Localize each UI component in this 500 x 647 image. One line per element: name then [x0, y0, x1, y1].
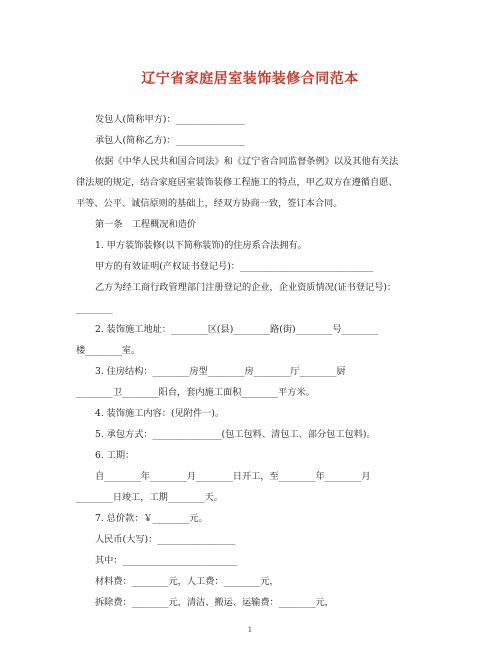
clause-3-structure-cont: ________卫________阳台，套内施工面积________平方米。 — [76, 387, 315, 398]
clause-1-proof: 甲方的有效证明(产权证书登记号)：_____________________________ — [95, 261, 374, 272]
clause-7-total: 7. 总价款：￥________元。 — [95, 513, 208, 524]
clause-1: 1. 甲方装饰装修(以下简称装饰)的住房系合法拥有。 — [95, 240, 307, 251]
clause-6-period: 6. 工期： — [95, 450, 135, 461]
clause-7-material-labor: 材料费：________元，人工费：________元， — [95, 576, 279, 587]
clause-3-structure: 3. 住房结构：________房型________房________厅________厨 — [95, 366, 346, 377]
article-one-heading: 第一条 工程概况和造价 — [95, 219, 197, 230]
clause-7-demolition: 拆除费：________元，清洁、搬运、运输费：________元， — [95, 597, 334, 608]
party-a-line: 发包人(简称甲方)：_______________ — [95, 114, 245, 125]
page-number: 1 — [247, 626, 253, 634]
clause-6-dates: 自________年________月________日开工，至________年________月 — [95, 471, 371, 482]
basis-paragraph-line-1: 依据《中华人民共和国合同法》和《辽宁省合同监督条例》以及其他有关法 — [95, 156, 399, 167]
party-b-line: 承包人(简称乙方)：_______________ — [95, 135, 245, 146]
basis-paragraph-line-3: 平等、公平、诚信原则的基础上，经双方协商一致，签订本合同。 — [76, 198, 343, 209]
clause-1-contractor: 乙方为经工商行政管理部门注册登记的企业，企业资质情况(证书登记号)： — [95, 282, 397, 293]
document-title: 辽宁省家庭居室装饰装修合同范本 — [141, 71, 359, 87]
clause-1-contractor-blank: ________ — [76, 303, 113, 314]
clause-2-address-cont: 楼________室。 — [76, 345, 141, 356]
clause-4-content: 4. 装饰施工内容：(见附件一)。 — [95, 408, 225, 419]
clause-6-dates-cont: ________日竣工，工期________天。 — [76, 492, 223, 503]
clause-7-rmb: 人民币(大写)：_________________ — [95, 534, 236, 545]
basis-paragraph-line-2: 律法规的规定，结合家庭居室装饰装修工程施工的特点，甲乙双方在遵循自愿、 — [76, 177, 398, 188]
clause-7-breakdown: 其中：_________________________ — [95, 555, 238, 566]
clause-5-method: 5. 承包方式：_______________(包工包料、清包工、部分包工包料)。 — [95, 429, 376, 440]
clause-2-address: 2. 装饰施工地址：________区(县)________路(街)________号________ — [95, 324, 379, 335]
